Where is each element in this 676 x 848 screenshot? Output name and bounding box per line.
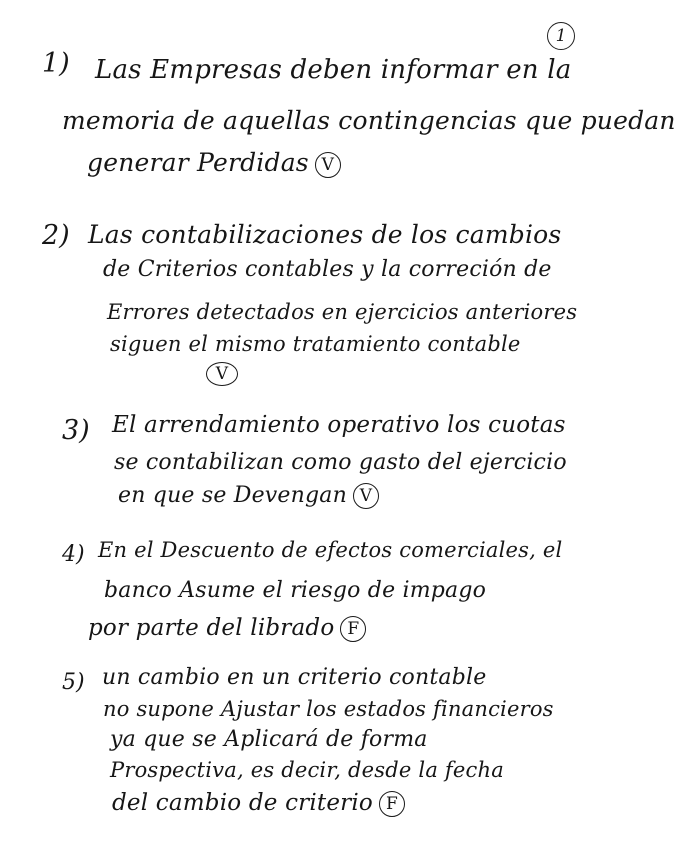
item-2-number: 2) (42, 220, 70, 251)
item-2-answer-row (200, 360, 238, 386)
item-3-answer-mark: V (353, 483, 379, 509)
item-4-line-3-text: por parte del librado (88, 615, 335, 641)
item-1-line-3-text: generar Perdidas (87, 148, 309, 177)
item-1-line-3 (87, 148, 341, 178)
item-2-line-2: de Criterios contables y la correción de (103, 257, 552, 282)
item-3-line-3-text: en que se Devengan (118, 483, 347, 508)
item-5-answer-mark: F (379, 791, 405, 817)
item-5-number: 5) (62, 670, 85, 695)
item-5-line-1: un cambio en un criterio contable (102, 665, 487, 690)
item-3-line-3 (118, 483, 379, 509)
item-4-number: 4) (62, 542, 85, 567)
item-5-line-5 (112, 790, 405, 817)
item-1-answer-mark: V (315, 152, 341, 178)
item-1-line-1: Las Empresas deben informar en la (95, 55, 572, 85)
item-1-number: 1) (42, 48, 70, 79)
item-4-line-1: En el Descuento de efectos comerciales, el (98, 538, 563, 562)
item-2-line-4: siguen el mismo tratamiento contable (110, 332, 521, 356)
item-2-answer-mark: V (206, 362, 238, 386)
item-5-line-3: ya que se Aplicará de forma (110, 727, 428, 752)
item-4-answer-mark: F (340, 616, 366, 642)
item-3-line-1: El arrendamiento operativo los cuotas (112, 412, 566, 438)
item-5-line-5-text: del cambio de criterio (112, 790, 373, 816)
item-3-number: 3) (62, 415, 90, 446)
item-2-line-3: Errores detectados en ejercicios anteriores (107, 300, 578, 324)
item-4-line-2: banco Asume el riesgo de impago (104, 578, 487, 603)
item-5-line-4: Prospectiva, es decir, desde la fecha (110, 758, 504, 782)
item-1-line-2: memoria de aquellas contingencias que puedan (62, 106, 676, 135)
item-5-line-2: no supone Ajustar los estados financieros (103, 697, 554, 721)
item-4-line-3 (88, 615, 366, 642)
item-2-line-1: Las contabilizaciones de los cambios (88, 220, 562, 249)
item-3-line-2: se contabilizan como gasto del ejercicio (114, 450, 567, 475)
page-number: 1 (547, 22, 575, 50)
